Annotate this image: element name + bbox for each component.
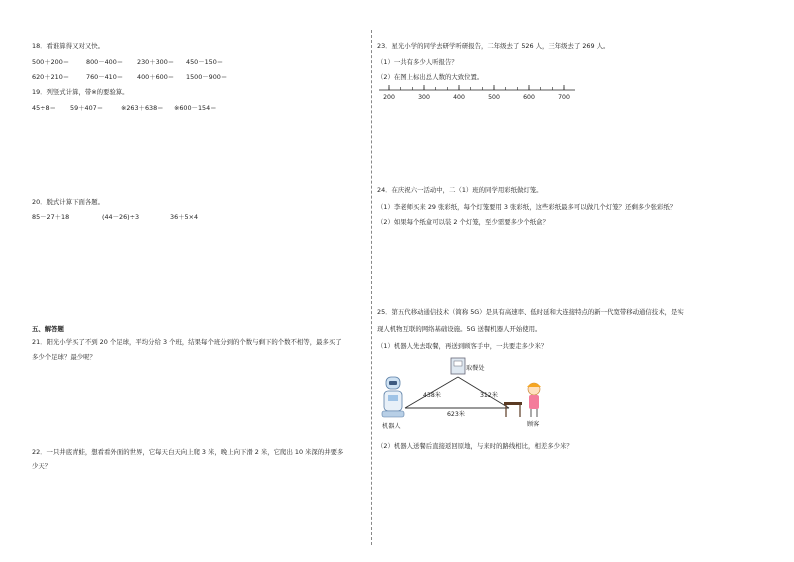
- q19-item3: ※263＋638＝: [121, 104, 164, 112]
- q19-item1: 45÷8＝: [32, 104, 56, 112]
- q24-sub2: （2）如果每个纸盒可以装 2 个灯笼，至少需要多少个纸盒？: [377, 218, 549, 226]
- q18-r1c3: 230＋300＝: [137, 58, 175, 66]
- q18-r2c1: 620＋210＝: [32, 73, 70, 81]
- q19-item2: 59＋407＝: [70, 104, 104, 112]
- label-pickup: 取餐处: [466, 365, 485, 372]
- number-line-tick-label: 300: [418, 94, 430, 101]
- q18-r1c2: 800－400＝: [86, 58, 124, 66]
- distance-438: 438米: [423, 392, 441, 399]
- q18-r1c4: 450－150＝: [186, 58, 224, 66]
- q22-line2: 少天？: [32, 462, 52, 470]
- label-robot: 机器人: [382, 423, 401, 430]
- distance-312: 312米: [480, 392, 498, 399]
- customer-icon: [527, 383, 541, 417]
- q23-sub1: （1）一共有多少人听报告？: [377, 58, 458, 66]
- q25-line1: 25．第五代移动通信技术（简称 5G）是具有高速率、低时延和大连接特点的新一代宽带移动通信技术，是实: [377, 308, 684, 316]
- distance-623: 623米: [447, 411, 465, 418]
- delivery-diagram: [377, 355, 557, 435]
- number-line-tick-label: 400: [453, 94, 465, 101]
- number-line-tick-label: 700: [558, 94, 570, 101]
- q21-line1: 21．阳光小学买了不到 20 个足球，平均分给 3 个班，结果每个班分到的个数与剩下的个数不相等，最多买了: [32, 338, 342, 346]
- q20-item3: 36＋5×4: [170, 213, 199, 221]
- q24-title: 24．在庆祝六一活动中，二（1）班的同学用彩纸做灯笼。: [377, 186, 543, 194]
- q20-title: 20．脱式计算下面各题。: [32, 198, 105, 206]
- q25-line2: 现人机物互联的网络基础设施。5G 送餐机器人开始使用。: [377, 325, 542, 333]
- q25-sub1: （1）机器人先去取餐，再送到顾客手中，一共要走多少米？: [377, 342, 548, 350]
- q20-item2: (44－26)÷3: [102, 213, 140, 221]
- robot-icon: [382, 377, 404, 417]
- number-line-tick-label: 600: [523, 94, 535, 101]
- q18-r2c2: 760－410＝: [86, 73, 124, 81]
- q21-line2: 多少个足球？最少呢？: [32, 353, 96, 361]
- column-divider: [371, 30, 372, 545]
- table-icon: [504, 402, 522, 417]
- q18-title: 18．看谁算得又对又快。: [32, 42, 105, 50]
- q20-item1: 85－27＋18: [32, 213, 70, 221]
- number-line: [377, 80, 577, 102]
- q19-title: 19．列竖式计算，带※的要验算。: [32, 88, 129, 96]
- q25-sub2: （2）机器人送餐后直接返回原地，与来时的路线相比，相差多少米？: [377, 442, 573, 450]
- q18-r2c4: 1500－900＝: [186, 73, 228, 81]
- number-line-tick-label: 500: [488, 94, 500, 101]
- section-title: 五、解答题: [32, 325, 64, 333]
- q24-sub1: （1）李老师买来 29 张彩纸，每个灯笼要用 3 张彩纸，这些彩纸最多可以做几个灯笼？还剩多少张彩纸？: [377, 203, 677, 211]
- q18-r2c3: 400＋600＝: [137, 73, 175, 81]
- q19-item4: ※600－154＝: [174, 104, 217, 112]
- label-customer: 顾客: [527, 421, 540, 428]
- q23-title: 23．星光小学的同学去研学听研报告，二年级去了 526 人，三年级去了 269 人。: [377, 42, 610, 50]
- q18-r1c1: 500＋200＝: [32, 58, 70, 66]
- q23-sub2: （2）在图上标出总人数的大致位置。: [377, 73, 484, 81]
- q22-line1: 22．一只井底青蛙，想看看外面的世界，它每天白天向上爬 3 米，晚上向下滑 2 米，它爬出 10 米深的井要多: [32, 448, 344, 456]
- pickup-counter-icon: [451, 358, 465, 374]
- number-line-tick-label: 200: [383, 94, 395, 101]
